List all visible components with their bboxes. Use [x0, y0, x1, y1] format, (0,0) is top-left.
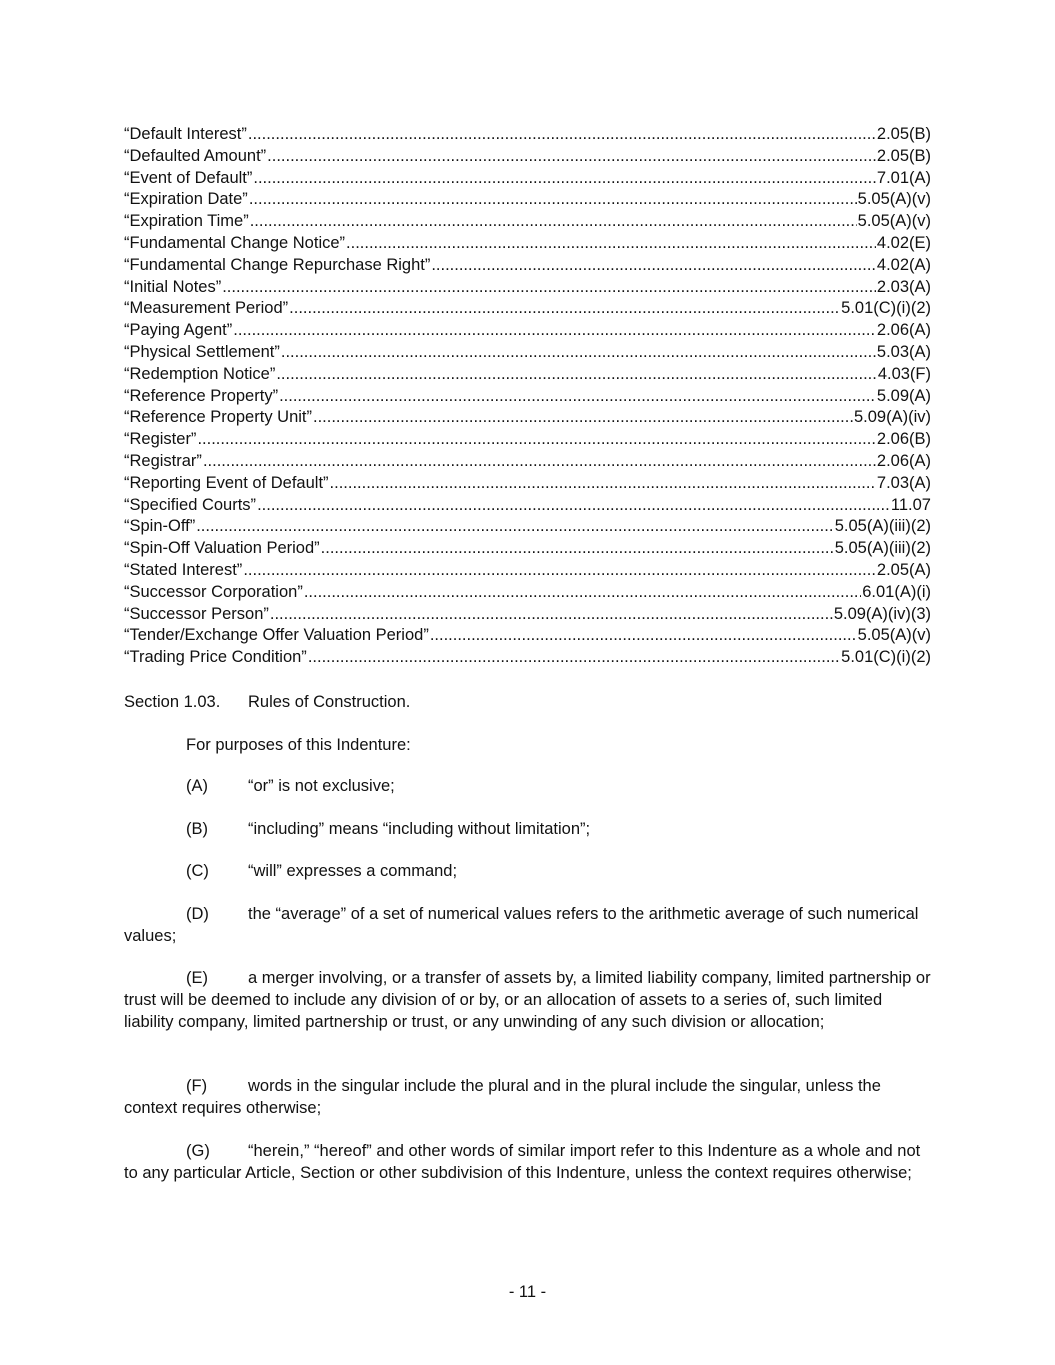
index-section-ref: 2.06(A) [876, 451, 931, 470]
index-section-ref: 4.03(F) [877, 364, 931, 383]
index-section-ref: 5.09(A)(iv) [853, 408, 931, 427]
index-section-ref: 5.09(A) [876, 386, 931, 405]
rule-item [124, 1141, 934, 1185]
section-heading [124, 692, 410, 713]
index-term: “Event of Default” [124, 168, 253, 187]
rule-label: (D) [186, 905, 209, 923]
index-row [124, 604, 931, 626]
index-section-ref: 5.09(A)(iv)(3) [833, 604, 931, 623]
section-number: Section 1.03. [124, 693, 221, 711]
index-term: “Specified Courts” [124, 495, 257, 514]
index-term: “Register” [124, 430, 197, 449]
rule-label: (B) [186, 820, 208, 838]
index-row [124, 560, 931, 582]
dot-leader [313, 407, 853, 429]
index-term: “Successor Corporation” [124, 582, 303, 601]
dot-leader [279, 386, 876, 408]
rule-label: (E) [186, 969, 208, 987]
section-title: Rules of Construction. [248, 693, 411, 711]
index-term: “Fundamental Change Repurchase Right” [124, 255, 431, 274]
rule-text: a merger involving, or a transfer of assets by, a limited liability company, limited partnership or trust will be deemed to include any division of or by, or an allocation of assets to a series of, such limited liability company, limited partnership or trust, or any unwinding of any such division or allocation; [124, 969, 931, 1031]
index-term: “Defaulted Amount” [124, 146, 267, 165]
index-row [124, 625, 931, 647]
dot-leader [196, 516, 834, 538]
index-term: “Expiration Date” [124, 190, 248, 209]
index-row [124, 146, 931, 168]
dot-leader [270, 604, 833, 626]
index-section-ref: 5.03(A) [876, 342, 931, 361]
index-term: “Fundamental Change Notice” [124, 233, 346, 252]
index-row [124, 211, 931, 233]
index-term: “Paying Agent” [124, 321, 233, 340]
rule-label: (F) [186, 1077, 208, 1095]
rule-text: “including” means “including without limitation”; [248, 820, 591, 838]
index-row [124, 407, 931, 429]
index-term: “Tender/Exchange Offer Valuation Period” [124, 626, 429, 645]
index-term: “Expiration Time” [124, 212, 249, 231]
dot-leader [197, 429, 875, 451]
index-term: “Initial Notes” [124, 277, 222, 296]
index-section-ref: 5.05(A)(v) [857, 626, 931, 645]
index-row [124, 255, 931, 277]
index-section-ref: 5.05(A)(iii)(2) [834, 539, 931, 558]
index-term: “Measurement Period” [124, 299, 289, 318]
rule-label: (G) [186, 1142, 210, 1160]
index-section-ref: 4.02(A) [876, 255, 931, 274]
dot-leader [346, 233, 876, 255]
index-term: “Spin-Off” [124, 517, 196, 536]
index-row [124, 298, 931, 320]
index-section-ref: 11.07 [890, 495, 931, 514]
rule-item [124, 861, 934, 883]
index-row [124, 386, 931, 408]
rule-item [124, 776, 934, 798]
index-term: “Reference Property Unit” [124, 408, 312, 427]
index-section-ref: 5.01(C)(i)(2) [841, 648, 931, 667]
index-row [124, 342, 931, 364]
index-term: “Reference Property” [124, 386, 279, 405]
rule-item [124, 904, 934, 948]
index-row [124, 516, 931, 538]
dot-leader [281, 342, 876, 364]
dot-leader [289, 298, 840, 320]
index-section-ref: 5.05(A)(v) [857, 212, 931, 231]
index-section-ref: 4.02(E) [876, 233, 931, 252]
index-term: “Registrar” [124, 451, 202, 470]
index-term: “Stated Interest” [124, 560, 243, 579]
index-term: “Spin-Off Valuation Period” [124, 539, 320, 558]
dot-leader [250, 211, 857, 233]
index-row [124, 582, 931, 604]
rule-text: “herein,” “hereof” and other words of similar import refer to this Indenture as a whole and not to any particular Article, Section or other subdivision of this Indenture, unless the context requires otherwise; [124, 1142, 921, 1182]
dot-leader [253, 168, 876, 190]
index-section-ref: 2.03(A) [876, 277, 931, 296]
index-row [124, 451, 931, 473]
index-term: “Redemption Notice” [124, 364, 276, 383]
rule-text: “or” is not exclusive; [248, 777, 395, 795]
index-section-ref: 7.01(A) [876, 168, 931, 187]
dot-leader [321, 538, 834, 560]
index-row [124, 538, 931, 560]
dot-leader [308, 647, 840, 669]
rule-item [124, 968, 934, 1033]
dot-leader [203, 451, 876, 473]
dot-leader [257, 495, 890, 517]
index-section-ref: 5.01(C)(i)(2) [841, 299, 931, 318]
index-section-ref: 2.06(B) [876, 430, 931, 449]
rule-item [124, 819, 934, 841]
index-term: “Reporting Event of Default” [124, 473, 329, 492]
index-row [124, 277, 931, 299]
index-term: “Trading Price Condition” [124, 648, 307, 667]
index-row [124, 320, 931, 342]
index-section-ref: 7.03(A) [876, 473, 931, 492]
index-section-ref: 5.05(A)(iii)(2) [834, 517, 931, 536]
rule-text: “will” expresses a command; [248, 862, 458, 880]
dot-leader [304, 582, 861, 604]
dot-leader [276, 364, 877, 386]
page-number: - 11 - [508, 1283, 547, 1301]
rule-item [124, 1076, 934, 1120]
dot-leader [243, 560, 876, 582]
rule-label: (A) [186, 777, 208, 795]
dot-leader [431, 255, 876, 277]
rule-text: words in the singular include the plural and in the plural include the singular, unless the context requires otherwise; [124, 1077, 881, 1117]
index-section-ref: 5.05(A)(v) [857, 190, 931, 209]
dot-leader [249, 189, 857, 211]
index-row [124, 495, 931, 517]
dot-leader [222, 277, 876, 299]
intro-paragraph: For purposes of this Indenture: [186, 736, 411, 754]
dot-leader [330, 473, 876, 495]
definitions-index [124, 124, 931, 669]
index-row [124, 647, 931, 669]
dot-leader [267, 146, 876, 168]
index-row [124, 168, 931, 190]
index-term: “Default Interest” [124, 125, 247, 143]
index-section-ref: 6.01(A)(i) [862, 582, 931, 601]
dot-leader [233, 320, 876, 342]
index-section-ref: 2.05(B) [876, 125, 931, 143]
dot-leader [430, 625, 857, 647]
rule-text: the “average” of a set of numerical values refers to the arithmetic average of such numerical values; [124, 905, 919, 945]
index-term: “Physical Settlement” [124, 342, 280, 361]
index-row [124, 473, 931, 495]
rule-label: (C) [186, 862, 209, 880]
index-section-ref: 2.05(B) [876, 146, 931, 165]
index-row [124, 364, 931, 386]
index-row [124, 429, 931, 451]
dot-leader [248, 124, 876, 146]
index-section-ref: 2.06(A) [876, 321, 931, 340]
index-row [124, 233, 931, 255]
index-term: “Successor Person” [124, 604, 269, 623]
index-row [124, 124, 931, 146]
index-section-ref: 2.05(A) [876, 560, 931, 579]
index-row [124, 189, 931, 211]
